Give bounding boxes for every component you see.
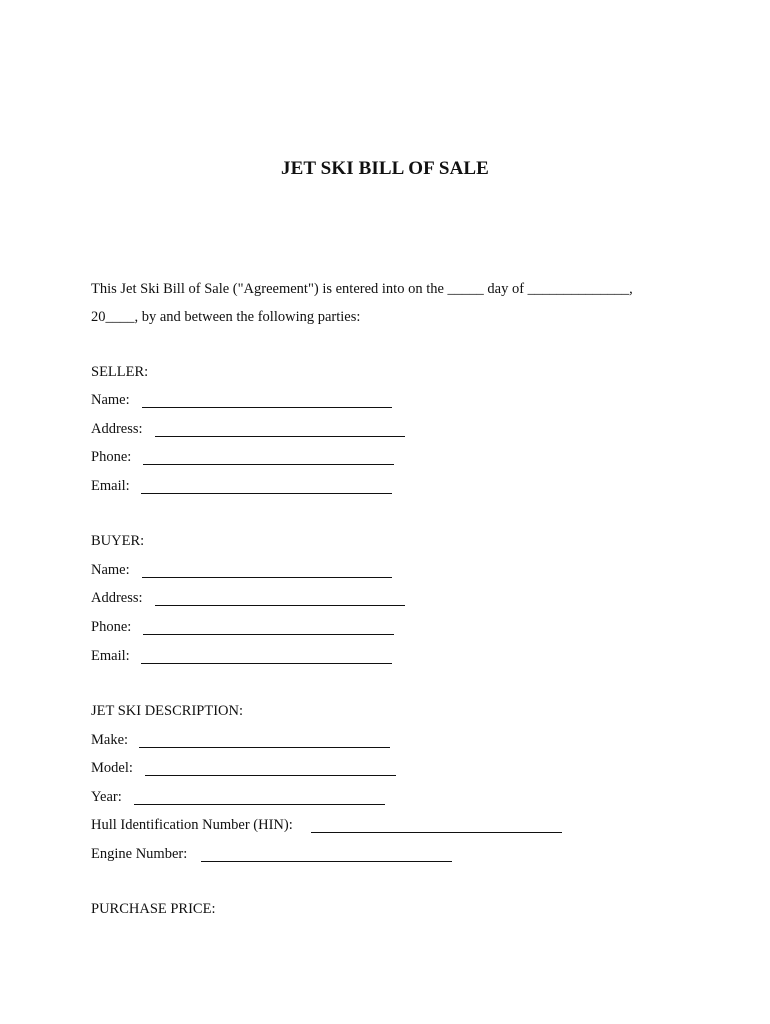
jetski-year-label: Year: [91,789,122,805]
document-title: JET SKI BILL OF SALE [281,158,489,179]
seller-name-blank[interactable] [142,407,392,408]
seller-email-label: Email: [91,478,130,494]
buyer-heading: BUYER: [91,533,145,549]
intro-line-2: 20____, by and between the following parties: [91,309,361,325]
jetski-description-heading: JET SKI DESCRIPTION: [91,703,243,719]
seller-address-label: Address: [91,421,143,437]
seller-address-blank[interactable] [155,436,405,437]
jetski-engine-label: Engine Number: [91,846,188,862]
buyer-phone-label: Phone: [91,619,132,635]
buyer-email-blank[interactable] [141,663,392,664]
buyer-email-label: Email: [91,648,130,664]
seller-name-label: Name: [91,392,130,408]
purchase-price-heading: PURCHASE PRICE: [91,901,216,917]
buyer-phone-blank[interactable] [143,634,394,635]
seller-email-blank[interactable] [141,493,392,494]
intro-line-1: This Jet Ski Bill of Sale ("Agreement") is entered into on the _____ day of ______________, [91,281,633,297]
jetski-make-label: Make: [91,732,129,748]
buyer-address-blank[interactable] [155,605,405,606]
jetski-year-blank[interactable] [134,804,385,805]
jetski-make-blank[interactable] [139,747,390,748]
jetski-hin-blank[interactable] [311,832,562,833]
jetski-model-blank[interactable] [145,775,396,776]
seller-heading: SELLER: [91,364,149,380]
jetski-hin-label: Hull Identification Number (HIN): [91,817,293,833]
seller-phone-label: Phone: [91,449,132,465]
buyer-name-blank[interactable] [142,577,392,578]
jetski-engine-blank[interactable] [201,861,452,862]
buyer-name-label: Name: [91,562,130,578]
buyer-address-label: Address: [91,590,143,606]
seller-phone-blank[interactable] [143,464,394,465]
jetski-model-label: Model: [91,760,133,776]
